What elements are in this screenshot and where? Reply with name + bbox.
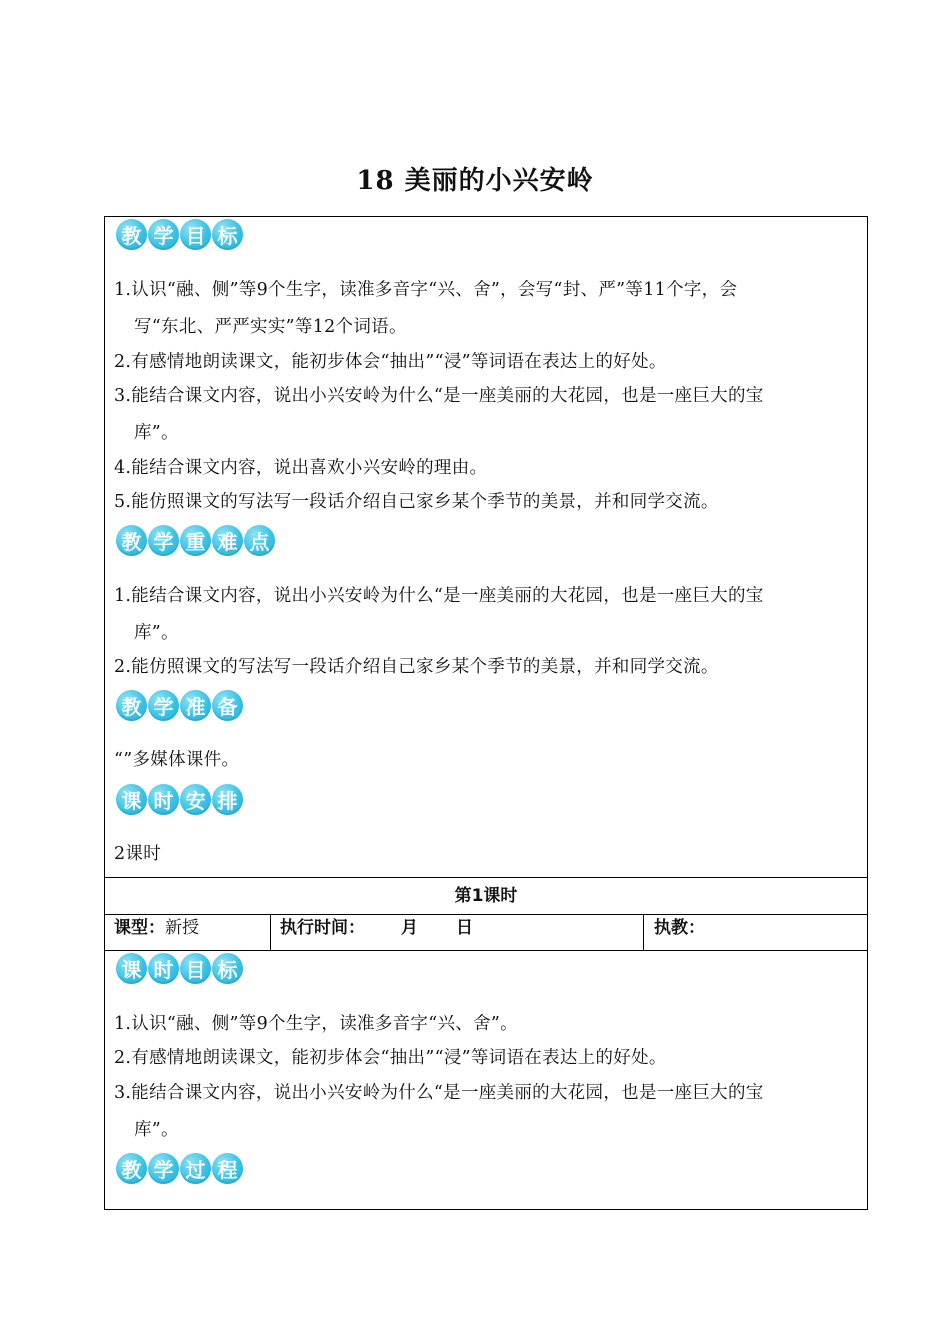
key-point-item: 1.能结合课文内容，说出小兴安岭为什么“是一座美丽的大花园，也是一座巨大的宝 — [114, 586, 764, 606]
badge-char: 准 — [180, 690, 211, 721]
objective-item: 1.认识“融、侧”等9个生字，读准多音字“兴、舍”，会写“封、严”等11个字，会 — [114, 280, 738, 300]
lesson-name: 美丽的小兴安岭 — [404, 166, 594, 196]
key-point-item: 库”。 — [134, 623, 179, 643]
badge-char: 排 — [212, 784, 243, 815]
table-divider — [104, 877, 868, 878]
badge-char: 教 — [116, 219, 147, 250]
badge-char: 目 — [180, 953, 211, 984]
month-label: 月 — [401, 918, 418, 938]
objective-item: 2.有感情地朗读课文，能初步体会“抽出”“浸”等词语在表达上的好处。 — [114, 352, 667, 372]
objective-item: 4.能结合课文内容，说出喜欢小兴安岭的理由。 — [114, 458, 488, 478]
badge-char: 教 — [116, 690, 147, 721]
objective-item: 3.能结合课文内容，说出小兴安岭为什么“是一座美丽的大花园，也是一座巨大的宝 — [114, 386, 764, 406]
lesson-type-label: 课型： — [114, 918, 165, 938]
lesson-objective-item: 库”。 — [134, 1120, 179, 1140]
badge-char: 标 — [212, 219, 243, 250]
schedule-text: 2课时 — [114, 844, 162, 864]
day-label: 日 — [456, 918, 473, 938]
table-col-divider — [643, 914, 644, 950]
teacher-label: 执教： — [654, 918, 705, 938]
execution-time-cell — [280, 917, 473, 939]
badge-char: 课 — [116, 784, 147, 815]
badge-char: 标 — [212, 953, 243, 984]
badge-char: 教 — [116, 1153, 147, 1184]
badge-char: 学 — [148, 1153, 179, 1184]
badge-char: 点 — [244, 525, 275, 556]
lesson-objective-item: 1.认识“融、侧”等9个生字，读准多音字“兴、舍”。 — [114, 1014, 518, 1034]
objective-item: 5.能仿照课文的写法写一段话介绍自己家乡某个季节的美景，并和同学交流。 — [114, 492, 719, 512]
lesson-objectives-badge — [116, 953, 243, 984]
objectives-badge — [116, 219, 243, 250]
badge-char: 课 — [116, 953, 147, 984]
lesson-type-value: 新授 — [165, 918, 199, 938]
lesson-objective-item: 3.能结合课文内容，说出小兴安岭为什么“是一座美丽的大花园，也是一座巨大的宝 — [114, 1083, 764, 1103]
badge-char: 目 — [180, 219, 211, 250]
objective-item: 写“东北、严严实实”等12个词语。 — [134, 317, 407, 337]
badge-char: 过 — [180, 1153, 211, 1184]
preparation-text: “”多媒体课件。 — [114, 750, 240, 770]
execution-time-label: 执行时间： — [280, 918, 365, 938]
badge-char: 备 — [212, 690, 243, 721]
lesson-objective-item: 2.有感情地朗读课文，能初步体会“抽出”“浸”等词语在表达上的好处。 — [114, 1048, 667, 1068]
teacher-cell — [654, 917, 705, 939]
badge-char: 难 — [212, 525, 243, 556]
badge-char: 时 — [148, 953, 179, 984]
badge-char: 学 — [148, 525, 179, 556]
table-divider — [104, 914, 868, 915]
key-point-item: 2.能仿照课文的写法写一段话介绍自己家乡某个季节的美景，并和同学交流。 — [114, 657, 719, 677]
preparation-badge — [116, 690, 243, 721]
badge-char: 教 — [116, 525, 147, 556]
table-divider — [104, 950, 868, 951]
schedule-badge — [116, 784, 243, 815]
lesson-number: 18 — [356, 166, 395, 196]
badge-char: 重 — [180, 525, 211, 556]
badge-char: 安 — [180, 784, 211, 815]
process-badge — [116, 1153, 243, 1184]
badge-char: 学 — [148, 690, 179, 721]
lesson-1-title: 第1课时 — [454, 886, 518, 906]
badge-char: 学 — [148, 219, 179, 250]
table-col-divider — [270, 914, 271, 950]
lesson-type-cell — [114, 917, 199, 939]
key-points-badge — [116, 525, 275, 556]
page-title — [0, 160, 950, 197]
badge-char: 程 — [212, 1153, 243, 1184]
objective-item: 库”。 — [134, 423, 179, 443]
badge-char: 时 — [148, 784, 179, 815]
